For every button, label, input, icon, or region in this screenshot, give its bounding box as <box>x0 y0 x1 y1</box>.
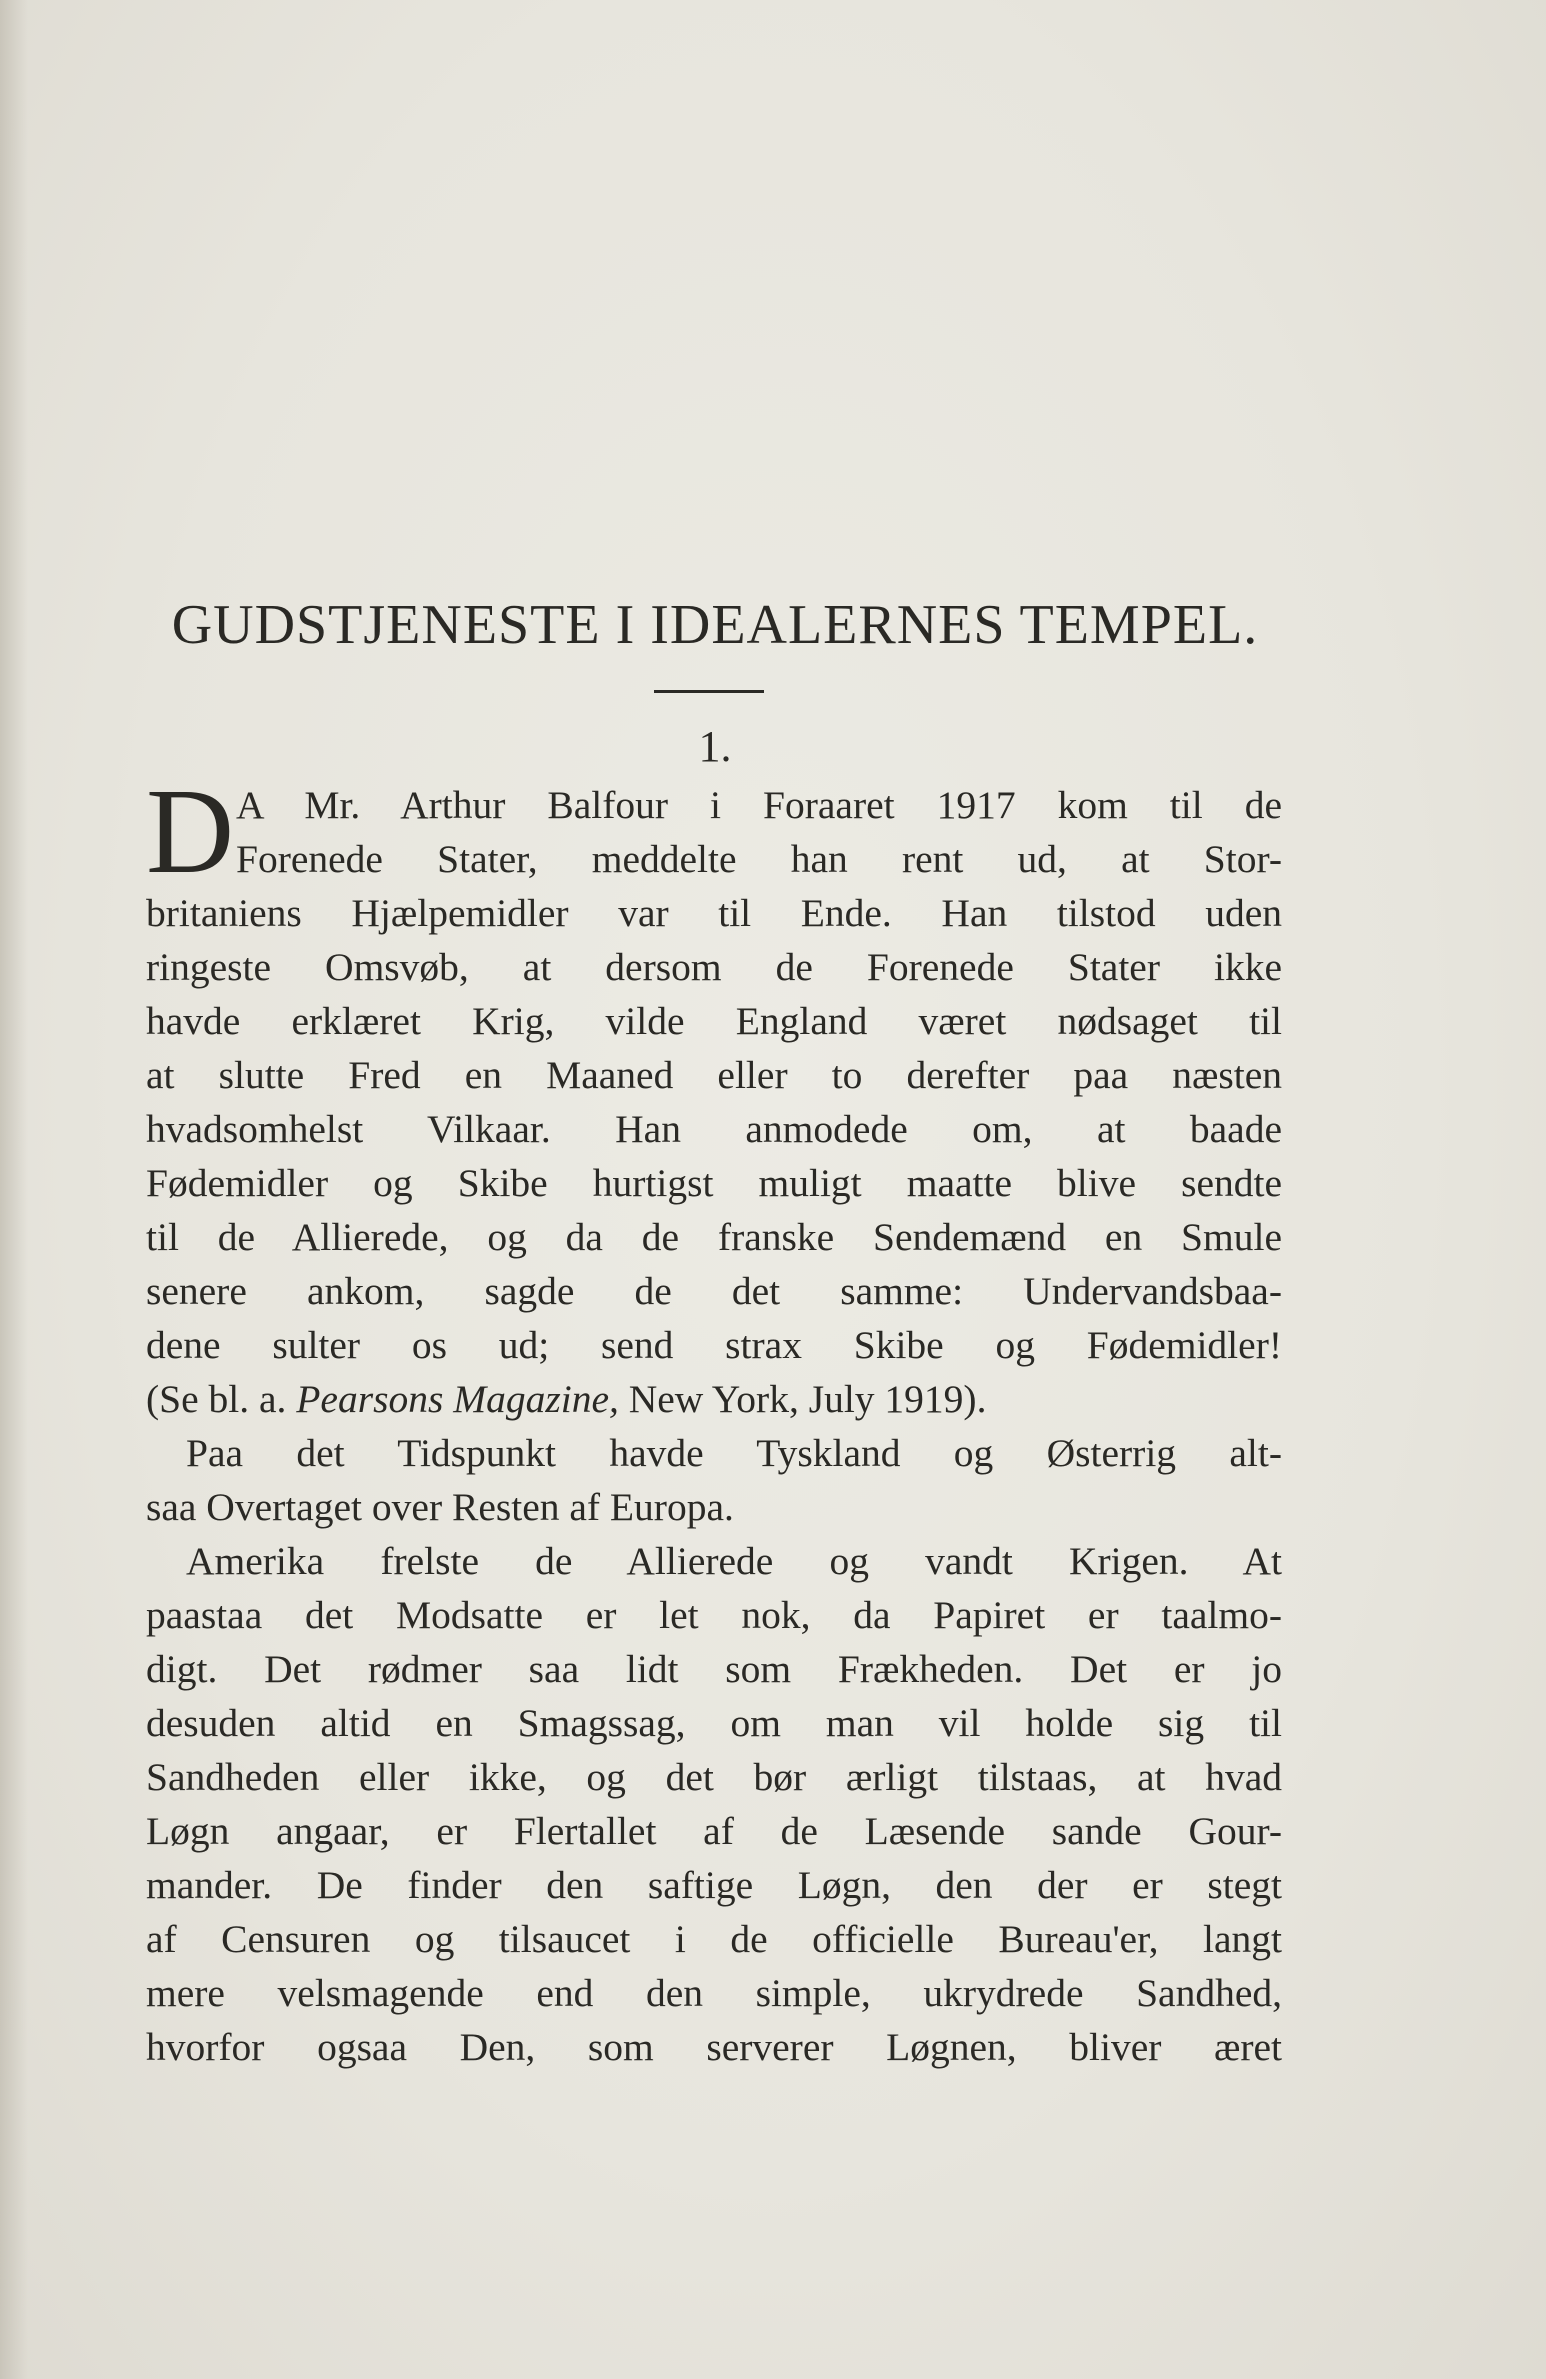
text-line: havde erklæret Krig, vilde England været nødsaget til <box>146 999 1282 1043</box>
text-line: senere ankom, sagde de det samme: Undervandsbaa- <box>146 1269 1282 1313</box>
text-line: Forenede Stater, meddelte han rent ud, at Stor- <box>236 837 1282 881</box>
text-line: Løgn angaar, er Flertallet af de Læsende sande Gour- <box>146 1809 1282 1853</box>
spine-shadow <box>0 0 28 2379</box>
text-line: Paa det Tidspunkt havde Tyskland og Østerrig alt- <box>186 1431 1282 1475</box>
text-line: til de Allierede, og da de franske Sendemænd en Smule <box>146 1215 1282 1259</box>
text-line: af Censuren og tilsaucet i de officielle Bureau'er, langt <box>146 1917 1282 1961</box>
citation-line <box>146 1372 1282 1426</box>
chapter-title: GUDSTJENESTE I IDEALERNES TEMPEL. <box>171 594 1259 656</box>
text-line: Fødemidler og Skibe hurtigst muligt maatte blive sendte <box>146 1161 1282 1205</box>
title-rule <box>654 690 764 693</box>
text-line: at slutte Fred en Maaned eller to derefter paa næsten <box>146 1053 1282 1097</box>
citation-title: Pearsons Magazine, <box>296 1377 619 1421</box>
drop-cap: D <box>146 764 235 899</box>
text-line: Amerika frelste de Allierede og vandt Krigen. At <box>186 1539 1282 1583</box>
text-line: mere velsmagende end den simple, ukrydrede Sandhed, <box>146 1971 1282 2015</box>
text-line: britaniens Hjælpemidler var til Ende. Han tilstod uden <box>146 891 1282 935</box>
text-line: Sandheden eller ikke, og det bør ærligt tilstaas, at hvad <box>146 1755 1282 1799</box>
citation-prefix: (Se bl. a. <box>146 1377 297 1421</box>
text-line: saa Overtaget over Resten af Europa. <box>146 1485 734 1529</box>
text-line: desuden altid en Smagssag, om man vil holde sig til <box>146 1701 1282 1745</box>
text-line: hvadsomhelst Vilkaar. Han anmodede om, at baade <box>146 1107 1282 1151</box>
text-line: hvorfor ogsaa Den, som serverer Løgnen, bliver æret <box>146 2025 1282 2069</box>
body-text <box>146 764 1282 2074</box>
text-line: A Mr. Arthur Balfour i Foraaret 1917 kom til de <box>236 783 1282 827</box>
citation-suffix: New York, July 1919). <box>618 1377 987 1421</box>
text-line: digt. Det rødmer saa lidt som Frækheden. Det er jo <box>146 1647 1282 1691</box>
text-line: ringeste Omsvøb, at dersom de Forenede Stater ikke <box>146 945 1282 989</box>
section-number: 1. <box>698 722 732 771</box>
text-line: dene sulter os ud; send strax Skibe og Fødemidler! <box>146 1323 1282 1367</box>
text-line: paastaa det Modsatte er let nok, da Papiret er taalmo- <box>146 1593 1282 1637</box>
text-line: mander. De finder den saftige Løgn, den der er stegt <box>146 1863 1282 1907</box>
